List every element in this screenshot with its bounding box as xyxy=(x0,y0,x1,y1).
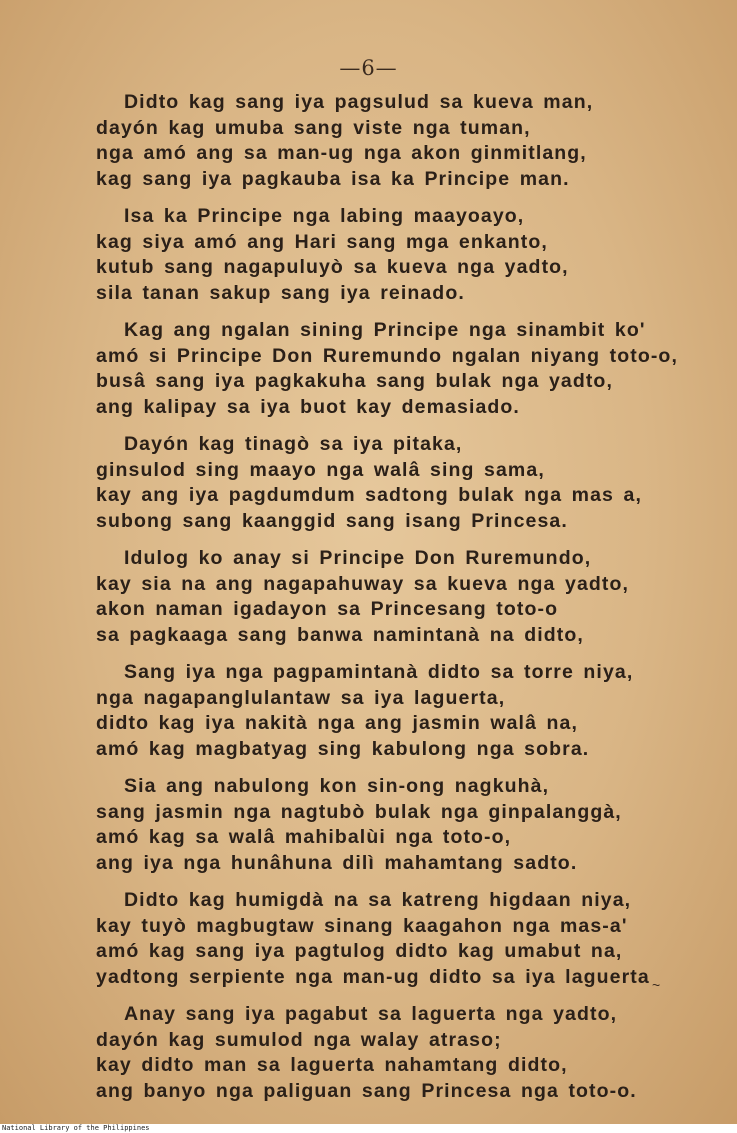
poem-text xyxy=(96,90,706,1104)
poem-line: kay sia na ang nagapahuway sa kueva nga yadto, xyxy=(96,572,630,595)
poem-line: Sia ang nabulong kon sin-ong nagkuhà, xyxy=(124,775,550,797)
poem-line: sang jasmin nga nagtubò bulak nga ginpalanggà, xyxy=(96,800,622,823)
poem-line: kutub sang nagapuluyò sa kueva nga yadto, xyxy=(96,256,569,278)
stanza xyxy=(96,204,706,306)
poem-line: sila tanan sakup sang iya reinado. xyxy=(96,281,465,304)
poem-line: dayón kag sumulod nga walay atraso; xyxy=(96,1028,502,1051)
poem-line: Idulog ko anay si Principe Don Ruremundo, xyxy=(124,547,592,569)
poem-line: amó si Principe Don Ruremundo ngalan niyang toto-o, xyxy=(96,344,678,367)
stanza xyxy=(96,660,706,762)
poem-line: akon naman igadayon sa Princesang toto-o xyxy=(96,598,559,620)
poem-line: Dayón kag tinagò sa iya pitaka, xyxy=(124,433,463,455)
poem-line: kay tuyò magbugtaw sinang kaagahon nga mas-a' xyxy=(96,914,628,937)
ink-mark: ~ xyxy=(652,977,661,993)
poem-line: dayón kag umuba sang viste nga tuman, xyxy=(96,116,531,139)
poem-line: kay ang iya pagdumdum sadtong bulak nga mas a, xyxy=(96,484,642,506)
poem-line: amó kag sang iya pagtulog didto kag umabut na, xyxy=(96,940,623,962)
poem-line: ang iya nga hunâhuna dilì mahamtang sadto. xyxy=(96,851,578,874)
stanza xyxy=(96,432,706,534)
stanza xyxy=(96,546,706,648)
poem-line: ang banyo nga paliguan sang Princesa nga toto-o. xyxy=(96,1079,637,1102)
poem-line: Didto kag humigdà na sa katreng higdaan niya, xyxy=(124,889,632,911)
poem-line: ang kalipay sa iya buot kay demasiado. xyxy=(96,395,520,418)
page-number: —6— xyxy=(339,56,398,80)
stanza xyxy=(96,774,706,876)
stanza xyxy=(96,1002,706,1104)
poem-line: subong sang kaanggid sang isang Princesa. xyxy=(96,509,568,532)
poem-line: amó kag magbatyag sing kabulong nga sobra. xyxy=(96,737,590,760)
poem-line: kay didto man sa laguerta nahamtang didto, xyxy=(96,1054,568,1076)
poem-line: kag siya amó ang Hari sang mga enkanto, xyxy=(96,230,548,253)
poem-line: amó kag sa walâ mahibalùi nga toto-o, xyxy=(96,826,512,848)
library-footer: National Library of the Philippines xyxy=(2,1124,150,1132)
poem-line: kag sang iya pagkauba isa ka Principe man. xyxy=(96,167,570,190)
stanza xyxy=(96,90,706,192)
stanza xyxy=(96,888,706,990)
poem-line: busâ sang iya pagkakuha sang bulak nga yadto, xyxy=(96,370,613,392)
poem-line: Anay sang iya pagabut sa laguerta nga yadto, xyxy=(124,1003,618,1025)
poem-line: yadtong serpiente nga man-ug didto sa iya laguerta xyxy=(96,965,650,988)
poem-line: didto kag iya nakità nga ang jasmin walâ na, xyxy=(96,712,579,734)
poem-line: Kag ang ngalan sining Principe nga sinambit ko' xyxy=(124,319,646,341)
poem-line: ginsulod sing maayo nga walâ sing sama, xyxy=(96,458,545,481)
poem-line: Isa ka Principe nga labing maayoayo, xyxy=(124,205,525,227)
poem-line: nga amó ang sa man-ug nga akon ginmitlang, xyxy=(96,142,587,164)
poem-line: nga nagapanglulantaw sa iya laguerta, xyxy=(96,686,506,709)
poem-line: Didto kag sang iya pagsulud sa kueva man, xyxy=(124,91,594,113)
poem-line: Sang iya nga pagpamintanà didto sa torre niya, xyxy=(124,661,634,683)
poem-line: sa pagkaaga sang banwa namintanà na didto, xyxy=(96,623,584,646)
stanza xyxy=(96,318,706,420)
